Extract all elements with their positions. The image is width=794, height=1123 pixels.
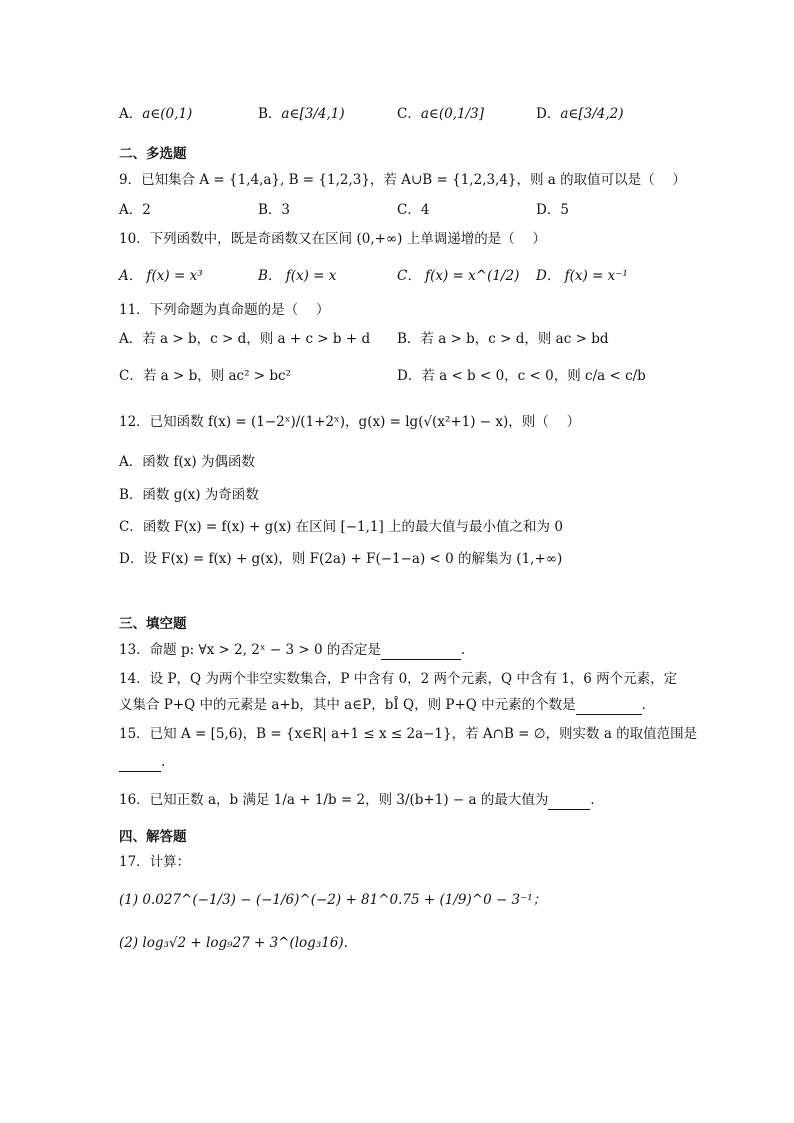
q17-stem: 17．计算： — [119, 854, 191, 870]
q17-part2: (2) log₃√2 + log₉27 + 3^(log₃16). — [119, 935, 348, 951]
q13-answer-blank[interactable] — [381, 645, 461, 660]
q8-option-a: A．a∈(0,1) — [119, 106, 193, 122]
q15-line1: 15．已知 A = [5,6)，B = {x∈R| a+1 ≤ x ≤ 2a−1}，若 A∩B = ∅，则实数 a 的取值范围是 — [119, 726, 698, 742]
section-title-fill-in: 三、填空题 — [119, 616, 187, 632]
q17-part1: (1) 0.027^(−1/3) − (−1/6)^(−2) + 81^0.75 + (1/9)^0 − 3⁻¹； — [119, 892, 547, 908]
q14-line2: 义集合 P+Q 中的元素是 a+b，其中 a∈P，bÎ Q，则 P+Q 中元素的个数是 ． — [119, 697, 656, 713]
q13-stem: 13．命题 p: ∀x > 2, 2ˣ − 3 > 0 的否定是 . — [119, 642, 466, 658]
section-title-solution: 四、解答题 — [119, 829, 187, 845]
q14-line1: 14．设 P，Q 为两个非空实数集合，P 中含有 0，2 两个元素，Q 中含有 1，6 两个元素，定 — [119, 671, 678, 687]
q16-stem: 16．已知正数 a，b 满足 1/a + 1/b = 2，则 3/(b+1) − a 的最大值为 ． — [119, 792, 604, 808]
q12-option-b: B．函数 g(x) 为奇函数 — [119, 487, 259, 503]
q12-option-c: C．函数 F(x) = f(x) + g(x) 在区间 [−1,1] 上的最大值与最小值之和为 0 — [119, 519, 563, 535]
q9-stem: 9．已知集合 A = {1,4,a}, B = {1,2,3}，若 A∪B = {1,2,3,4}，则 a 的取值可以是（ ） — [119, 172, 686, 188]
q10-option-b: B． f(x) = x — [258, 268, 337, 284]
q8-option-b: B．a∈[3/4,1) — [258, 106, 345, 122]
q11-stem: 11．下列命题为真命题的是（ ） — [119, 302, 330, 318]
q11-option-c: C．若 a > b，则 ac² > bc² — [119, 368, 292, 384]
q16-answer-blank[interactable] — [548, 795, 590, 810]
q12-stem: 12．已知函数 f(x) = (1−2ˣ)/(1+2ˣ)，g(x) = lg(√(x²+1) − x)，则（ ） — [119, 414, 581, 430]
q8-option-d: D．a∈[3/4,2) — [536, 106, 624, 122]
q10-option-d: D． f(x) = x⁻¹ — [536, 268, 628, 284]
q16-text: 16．已知正数 a，b 满足 1/a + 1/b = 2，则 3/(b+1) − a 的最大值为 — [119, 792, 549, 808]
q8-option-c: C．a∈(0,1/3] — [397, 106, 485, 122]
section-title-multiple-choice: 二、多选题 — [119, 146, 187, 162]
q12-option-d: D．设 F(x) = f(x) + g(x)，则 F(2a) + F(−1−a) < 0 的解集为 (1,+∞) — [119, 551, 563, 567]
q11-option-a: A．若 a > b，c > d，则 a + c > b + d — [119, 331, 371, 347]
q14-text: 义集合 P+Q 中的元素是 a+b，其中 a∈P，bÎ Q，则 P+Q 中元素的个数是 — [119, 697, 576, 713]
q11-option-b: B．若 a > b，c > d，则 ac > bd — [397, 331, 609, 347]
q15-answer-blank[interactable] — [119, 757, 161, 772]
q15-line2: . — [119, 752, 165, 772]
q9-option-d: D．5 — [536, 202, 569, 218]
q10-stem: 10．下列函数中，既是奇函数又在区间 (0,+∞) 上单调递增的是（ ） — [119, 231, 547, 247]
q10-option-a: A． f(x) = x³ — [119, 268, 203, 284]
q9-option-c: C．4 — [397, 202, 430, 218]
q9-option-b: B．3 — [258, 202, 291, 218]
q9-option-a: A．2 — [119, 202, 151, 218]
q10-option-c: C． f(x) = x^(1/2) — [397, 268, 520, 284]
q13-text: 13．命题 p: ∀x > 2, 2ˣ − 3 > 0 的否定是 — [119, 642, 381, 658]
q12-option-a: A．函数 f(x) 为偶函数 — [119, 454, 255, 470]
q14-answer-blank[interactable] — [576, 700, 642, 715]
q11-option-d: D．若 a < b < 0，c < 0，则 c/a < c/b — [397, 368, 646, 384]
